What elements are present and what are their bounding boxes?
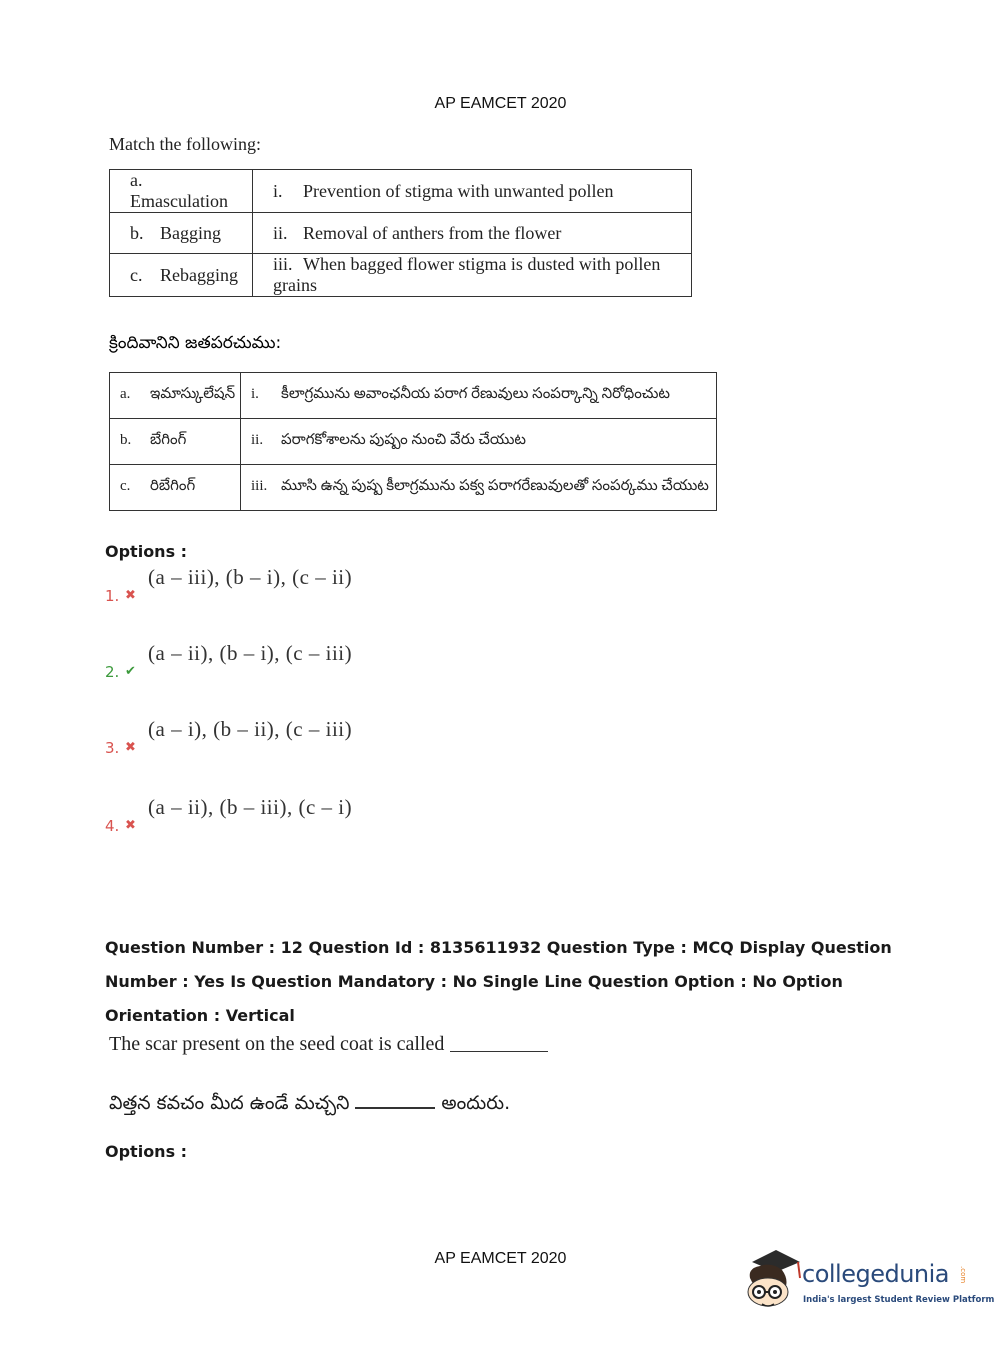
row-label: ii.: [251, 431, 264, 448]
definition: When bagged flower stigma is dusted with pollen grains: [273, 254, 661, 295]
table-row: [110, 213, 692, 254]
option-text: (a – ii), (b – iii), (c – i): [148, 795, 353, 819]
row-label: b.: [130, 222, 144, 243]
question-text-te: [109, 1092, 510, 1119]
page-header: AP EAMCET 2020: [434, 95, 567, 112]
row-label: iii.: [251, 477, 268, 494]
answer-blank: [450, 1051, 548, 1052]
row-label: i.: [251, 385, 259, 402]
question-text-after: అందురు.: [441, 1092, 511, 1114]
table-cell-right: [253, 254, 692, 297]
match-title-en: Match the following:: [109, 134, 261, 154]
match-table-en: [109, 169, 692, 297]
table-row: [110, 170, 692, 213]
option-1[interactable]: [105, 565, 505, 605]
question-text-before: విత్తన కవచం మీద ఉండే మచ్చని: [109, 1092, 350, 1114]
option-2[interactable]: [105, 641, 505, 681]
row-label: b.: [120, 431, 132, 448]
definition: కీలాగ్రమును అవాంఛనీయ పరాగ రేణువులు సంపర్కాన్ని నిరోధించుట: [281, 385, 670, 402]
row-label: ii.: [273, 222, 288, 243]
table-cell-left: [110, 170, 253, 213]
term: Bagging: [160, 222, 221, 243]
option-index: 1.: [105, 587, 120, 605]
term: Emasculation: [130, 191, 228, 211]
table-cell-right: [241, 465, 717, 511]
definition: మూసి ఉన్న పుష్ప కీలాగ్రమును పక్వ పరాగరేణువులతో సంపర్కము చేయుట: [281, 477, 709, 494]
options-label: Options :: [105, 542, 188, 561]
option-4[interactable]: [105, 795, 505, 835]
page-footer: AP EAMCET 2020: [434, 1250, 567, 1267]
term: ఇమాస్కులేషన్: [150, 385, 236, 402]
cross-icon: ✖: [125, 588, 136, 603]
row-label: a.: [120, 385, 131, 402]
table-row: [110, 254, 692, 297]
option-index: 2.: [105, 663, 120, 681]
table-cell-right: [241, 419, 717, 465]
mascot-icon: [742, 1248, 804, 1316]
question-meta: Question Number : 12 Question Id : 8135611932 Question Type : MCQ Display Question Number : Yes Is Question Mandatory : No Single Line Question Option : No Option Orientation : Vertical: [105, 938, 892, 1025]
check-icon: ✔: [125, 664, 136, 679]
row-label: a.: [130, 170, 143, 190]
table-cell-left: [110, 465, 241, 511]
table-cell-left: [110, 419, 241, 465]
table-row: [110, 419, 717, 465]
option-3[interactable]: [105, 717, 505, 757]
question-text-en: [109, 1033, 548, 1056]
term: రిబేగింగ్: [150, 477, 196, 494]
logo-wordmark: collegedunia: [802, 1260, 950, 1288]
logo-suffix: .com: [959, 1266, 967, 1284]
cross-icon: ✖: [125, 740, 136, 755]
match-title-te: క్రిందివానిని జతపరచుము:: [109, 333, 282, 353]
option-text: (a – i), (b – ii), (c – iii): [148, 717, 353, 741]
table-cell-left: [110, 373, 241, 419]
logo-tagline: India's largest Student Review Platform: [803, 1295, 995, 1305]
term: బేగింగ్: [150, 431, 187, 448]
cross-icon: ✖: [125, 818, 136, 833]
table-row: [110, 373, 717, 419]
option-text: (a – iii), (b – i), (c – ii): [148, 565, 353, 589]
table-cell-right: [241, 373, 717, 419]
option-index: 4.: [105, 817, 120, 835]
row-label: c.: [130, 264, 143, 285]
table-cell-left: [110, 213, 253, 254]
question-text: The scar present on the seed coat is called: [109, 1033, 445, 1055]
answer-blank: [355, 1107, 435, 1109]
table-cell-right: [253, 213, 692, 254]
match-table-te: [109, 372, 717, 511]
option-index: 3.: [105, 739, 120, 757]
row-label: i.: [273, 180, 283, 201]
collegedunia-logo: [742, 1248, 995, 1318]
definition: Prevention of stigma with unwanted pollen: [303, 180, 614, 201]
table-cell-right: [253, 170, 692, 213]
definition: పరాగకోశాలను పుష్పం నుంచి వేరు చేయుట: [281, 431, 526, 448]
term: Rebagging: [160, 264, 238, 285]
option-text: (a – ii), (b – i), (c – iii): [148, 641, 353, 665]
row-label: c.: [120, 477, 131, 494]
table-row: [110, 465, 717, 511]
table-cell-left: [110, 254, 253, 297]
options-label: Options :: [105, 1142, 188, 1161]
definition: Removal of anthers from the flower: [303, 222, 562, 243]
row-label: iii.: [273, 254, 293, 274]
